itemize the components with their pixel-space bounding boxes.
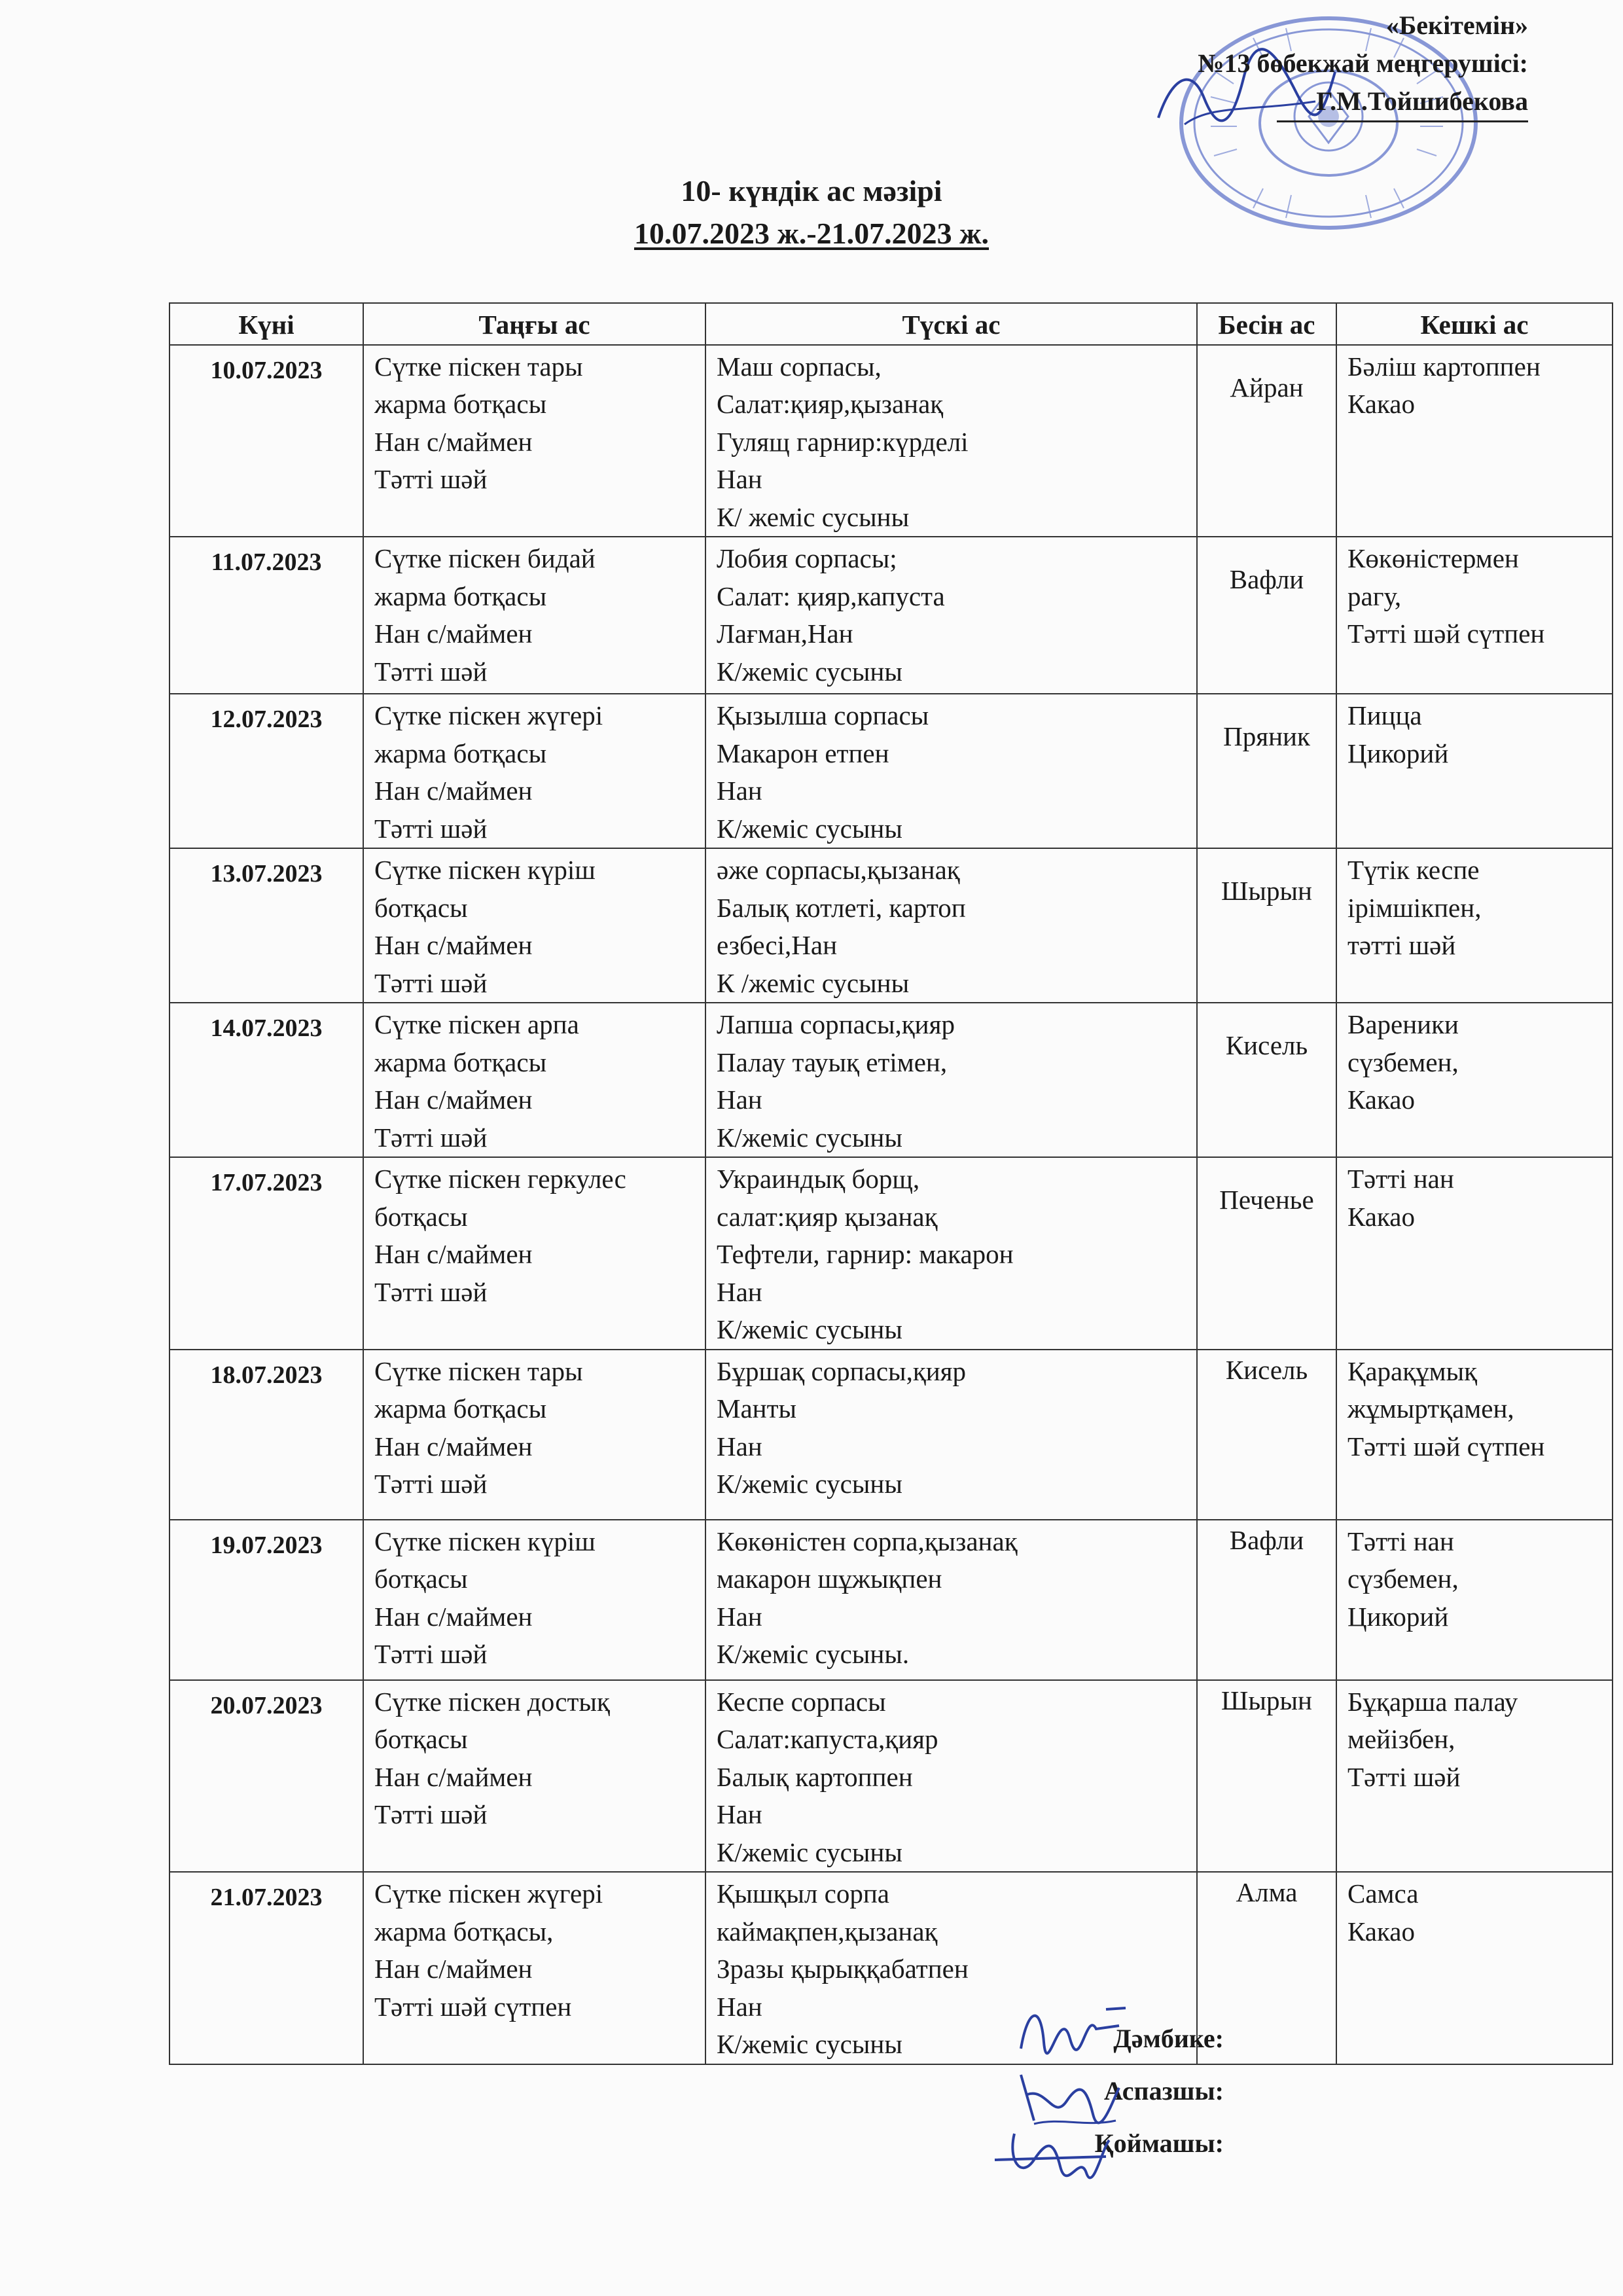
breakfast-item: Сүтке піскен жүгері	[374, 1878, 603, 1909]
dinner-item: Какао	[1347, 389, 1416, 419]
approval-name: Г.М.Тойшибекова	[1277, 82, 1528, 122]
cell-date: 13.07.2023	[169, 848, 363, 1003]
lunch-item: Нан	[717, 1991, 762, 2022]
breakfast-item: жарма ботқасы,	[374, 1916, 554, 1946]
dinner-item: тәтті шәй	[1347, 930, 1456, 960]
breakfast-item: ботқасы	[374, 1201, 468, 1232]
cell-lunch	[705, 537, 1197, 694]
breakfast-item: Тәтті шәй	[374, 967, 488, 998]
header-breakfast: Таңғы ас	[363, 303, 705, 345]
cell-date: 18.07.2023	[169, 1350, 363, 1520]
cell-breakfast	[363, 1157, 705, 1350]
cell-lunch	[705, 1520, 1197, 1680]
header-snack: Бесін ас	[1197, 303, 1336, 345]
lunch-item: әже сорпасы,қызанақ	[717, 855, 960, 885]
breakfast-item: Сүтке піскен жүгері	[374, 700, 603, 730]
breakfast-item: жарма ботқасы	[374, 581, 547, 611]
cell-dinner	[1336, 1003, 1613, 1157]
cell-dinner	[1336, 1157, 1613, 1350]
cell-dinner	[1336, 345, 1613, 537]
lunch-item: К/жеміс сусыны	[717, 2029, 902, 2059]
lunch-item: Кеспе сорпасы	[717, 1686, 886, 1717]
cell-snack: Алма	[1197, 1872, 1336, 2064]
breakfast-item: Тәтті шәй	[374, 464, 488, 494]
lunch-item: Салат:капуста,қияр	[717, 1724, 938, 1754]
table-row	[169, 1350, 1613, 1520]
lunch-item: Салат:қияр,қызанақ	[717, 389, 944, 419]
lunch-item: Қышқыл сорпа	[717, 1878, 889, 1909]
lunch-item: Манты	[717, 1393, 797, 1424]
lunch-item: К /жеміс сусыны	[717, 967, 910, 998]
lunch-item: Украиндық борщ,	[717, 1164, 920, 1194]
breakfast-item: Сүтке піскен тары	[374, 1355, 583, 1386]
lunch-item: Тефтели, гарнир: макарон	[717, 1239, 1014, 1269]
lunch-item: Нан	[717, 1601, 762, 1632]
dinner-item: Пицца	[1347, 700, 1422, 730]
cell-dinner	[1336, 848, 1613, 1003]
cell-breakfast	[363, 1350, 705, 1520]
breakfast-item: Нан с/маймен	[374, 1239, 533, 1269]
dinner-item: Цикорий	[1347, 1601, 1449, 1632]
lunch-item: Нан	[717, 1085, 762, 1115]
cell-snack: Кисель	[1197, 1350, 1336, 1520]
cell-date: 19.07.2023	[169, 1520, 363, 1680]
breakfast-item: жарма ботқасы	[374, 389, 547, 419]
cell-breakfast	[363, 694, 705, 848]
breakfast-item: Сүтке піскен тары	[374, 351, 583, 382]
dinner-item: Түтік кеспе	[1347, 855, 1480, 885]
lunch-item: К/жеміс сусыны	[717, 1469, 902, 1499]
cell-date: 14.07.2023	[169, 1003, 363, 1157]
lunch-item: Зразы қырыққабатпен	[717, 1954, 969, 1984]
dinner-item: Қарақұмық	[1347, 1355, 1478, 1386]
cell-date: 17.07.2023	[169, 1157, 363, 1350]
dinner-item: Какао	[1347, 1085, 1416, 1115]
dinner-item: Вареники	[1347, 1009, 1459, 1039]
breakfast-item: Сүтке піскен достық	[374, 1686, 610, 1717]
table-row	[169, 1680, 1613, 1873]
lunch-item: Балық котлеті, картоп	[717, 892, 966, 923]
lunch-item: Макарон етпен	[717, 738, 889, 768]
cell-dinner	[1336, 1350, 1613, 1520]
breakfast-item: жарма ботқасы	[374, 738, 547, 768]
breakfast-item: Нан с/маймен	[374, 619, 533, 649]
breakfast-item: Нан с/маймен	[374, 930, 533, 960]
cell-date: 11.07.2023	[169, 537, 363, 694]
cell-date: 10.07.2023	[169, 345, 363, 537]
cell-breakfast	[363, 1520, 705, 1680]
cell-dinner	[1336, 537, 1613, 694]
lunch-item: Гулящ гарнир:күрделі	[717, 426, 969, 457]
lunch-item: Лағман,Нан	[717, 619, 853, 649]
cell-breakfast	[363, 537, 705, 694]
table-row	[169, 848, 1613, 1003]
approval-position: №13 бөбекжай меңгерушісі:	[1198, 48, 1528, 78]
cell-lunch	[705, 1157, 1197, 1350]
lunch-item: К/жеміс сусыны.	[717, 1639, 910, 1669]
dinner-item: Какао	[1347, 1916, 1416, 1946]
cell-breakfast	[363, 1003, 705, 1157]
breakfast-item: Тәтті шәй	[374, 656, 488, 687]
table-row	[169, 537, 1613, 694]
lunch-item: К/жеміс сусыны	[717, 656, 902, 687]
lunch-item: Бұршақ сорпасы,қияр	[717, 1355, 967, 1386]
table-header-row	[169, 303, 1613, 345]
table-row	[169, 1157, 1613, 1350]
lunch-item: К/жеміс сусыны	[717, 813, 902, 844]
breakfast-item: жарма ботқасы	[374, 1393, 547, 1424]
lunch-item: Нан	[717, 1431, 762, 1462]
cell-date: 20.07.2023	[169, 1680, 363, 1873]
table-row	[169, 1003, 1613, 1157]
dinner-item: мейізбен,	[1347, 1724, 1455, 1754]
breakfast-item: Сүтке піскен күріш	[374, 1526, 596, 1556]
breakfast-item: Нан с/маймен	[374, 776, 533, 806]
cell-date: 21.07.2023	[169, 1872, 363, 2064]
breakfast-item: Нан с/маймен	[374, 1954, 533, 1984]
lunch-item: салат:қияр қызанақ	[717, 1201, 938, 1232]
breakfast-item: Сүтке піскен арпа	[374, 1009, 579, 1039]
lunch-item: Нан	[717, 1276, 762, 1307]
dinner-item: Тәтті нан	[1347, 1164, 1454, 1194]
signature-nurse-label: Дәмбике:	[1113, 2024, 1224, 2053]
approval-heading: «Бекітемін»	[1385, 10, 1528, 40]
cell-snack: Пряник	[1197, 694, 1336, 848]
lunch-item: Лапша сорпасы,қияр	[717, 1009, 955, 1039]
breakfast-item: Тәтті шәй	[374, 813, 488, 844]
cell-breakfast	[363, 345, 705, 537]
breakfast-item: жарма ботқасы	[374, 1047, 547, 1077]
lunch-item: Маш сорпасы,	[717, 351, 882, 382]
header-lunch: Түскі ас	[705, 303, 1197, 345]
lunch-item: К/ жеміс сусыны	[717, 501, 910, 532]
cell-snack: Шырын	[1197, 1680, 1336, 1873]
cell-dinner	[1336, 1680, 1613, 1873]
breakfast-item: Сүтке піскен бидай	[374, 543, 596, 573]
dinner-item: сүзбемен,	[1347, 1047, 1459, 1077]
lunch-item: езбесі,Нан	[717, 930, 838, 960]
cell-lunch	[705, 345, 1197, 537]
dinner-item: ірімшікпен,	[1347, 892, 1482, 923]
dinner-item: Тәтті шәй	[1347, 1761, 1461, 1792]
breakfast-item: Сүтке піскен күріш	[374, 855, 596, 885]
breakfast-item: Тәтті шәй	[374, 1276, 488, 1307]
breakfast-item: Нан с/маймен	[374, 1761, 533, 1792]
dinner-item: Бәліш картоппен	[1347, 351, 1541, 382]
menu-table	[169, 302, 1613, 2065]
header-date: Күні	[169, 303, 363, 345]
dinner-item: Какао	[1347, 1201, 1416, 1232]
cell-snack: Кисель	[1197, 1003, 1336, 1157]
lunch-item: Нан	[717, 1799, 762, 1829]
breakfast-item: ботқасы	[374, 892, 468, 923]
breakfast-item: Тәтті шәй	[374, 1799, 488, 1829]
dinner-item: Тәтті шәй сүтпен	[1347, 619, 1545, 649]
table-row	[169, 345, 1613, 537]
cell-breakfast	[363, 1680, 705, 1873]
dinner-item: Бұқарша палау	[1347, 1686, 1518, 1717]
breakfast-item: Нан с/маймен	[374, 1431, 533, 1462]
cell-lunch	[705, 1003, 1197, 1157]
cell-lunch	[705, 694, 1197, 848]
cell-dinner	[1336, 694, 1613, 848]
cell-dinner	[1336, 1520, 1613, 1680]
dinner-item: жұмыртқамен,	[1347, 1393, 1514, 1424]
breakfast-item: ботқасы	[374, 1564, 468, 1594]
dinner-item: Тәтті шәй сүтпен	[1347, 1431, 1545, 1462]
table-row	[169, 694, 1613, 848]
lunch-item: К/жеміс сусыны	[717, 1314, 902, 1344]
breakfast-item: Нан с/маймен	[374, 426, 533, 457]
dinner-item: сүзбемен,	[1347, 1564, 1459, 1594]
lunch-item: каймақпен,қызанақ	[717, 1916, 938, 1946]
cell-date: 12.07.2023	[169, 694, 363, 848]
dinner-item: Цикорий	[1347, 738, 1449, 768]
cell-snack: Вафли	[1197, 1520, 1336, 1680]
lunch-item: Балық картоппен	[717, 1761, 913, 1792]
dinner-item: Самса	[1347, 1878, 1419, 1909]
cell-breakfast	[363, 848, 705, 1003]
cell-lunch	[705, 1680, 1197, 1873]
cell-lunch	[705, 848, 1197, 1003]
signature-storekeeper-label: Қоймашы:	[1094, 2128, 1224, 2158]
breakfast-item: Тәтті шәй сүтпен	[374, 1991, 572, 2022]
lunch-item: Қызылша сорпасы	[717, 700, 929, 730]
header-dinner: Кешкі ас	[1336, 303, 1613, 345]
breakfast-item: Тәтті шәй	[374, 1639, 488, 1669]
lunch-item: К/жеміс сусыны	[717, 1837, 902, 1867]
breakfast-item: Тәтті шәй	[374, 1122, 488, 1153]
cell-lunch	[705, 1350, 1197, 1520]
lunch-item: Палау тауық етімен,	[717, 1047, 948, 1077]
cell-breakfast	[363, 1872, 705, 2064]
nurse-signature	[1008, 1990, 1139, 2062]
signature-cook-label: Аспазшы:	[1103, 2076, 1224, 2106]
breakfast-item: Нан с/маймен	[374, 1601, 533, 1632]
lunch-item: Көкөністен сорпа,қызанақ	[717, 1526, 1018, 1556]
cell-snack: Шырын	[1197, 848, 1336, 1003]
lunch-item: К/жеміс сусыны	[717, 1122, 902, 1153]
storekeeper-signature	[988, 2121, 1119, 2193]
table-row	[169, 1520, 1613, 1680]
cell-snack: Печенье	[1197, 1157, 1336, 1350]
menu-title: 10- күндік ас мәзірі	[681, 174, 942, 207]
cell-snack: Вафли	[1197, 537, 1336, 694]
menu-period: 10.07.2023 ж.-21.07.2023 ж.	[633, 217, 990, 250]
dinner-item: рагу,	[1347, 581, 1402, 611]
lunch-item: Нан	[717, 776, 762, 806]
lunch-item: Салат: қияр,капуста	[717, 581, 945, 611]
breakfast-item: ботқасы	[374, 1724, 468, 1754]
cell-dinner	[1336, 1872, 1613, 2064]
approval-block	[1057, 7, 1528, 122]
cell-snack: Айран	[1197, 345, 1336, 537]
lunch-item: Нан	[717, 464, 762, 494]
lunch-item: Лобия сорпасы;	[717, 543, 897, 573]
lunch-item: макарон шұжықпен	[717, 1564, 942, 1594]
breakfast-item: Тәтті шәй	[374, 1469, 488, 1499]
breakfast-item: Сүтке піскен геркулес	[374, 1164, 626, 1194]
dinner-item: Тәтті нан	[1347, 1526, 1454, 1556]
dinner-item: Көкөністермен	[1347, 543, 1519, 573]
breakfast-item: Нан с/маймен	[374, 1085, 533, 1115]
